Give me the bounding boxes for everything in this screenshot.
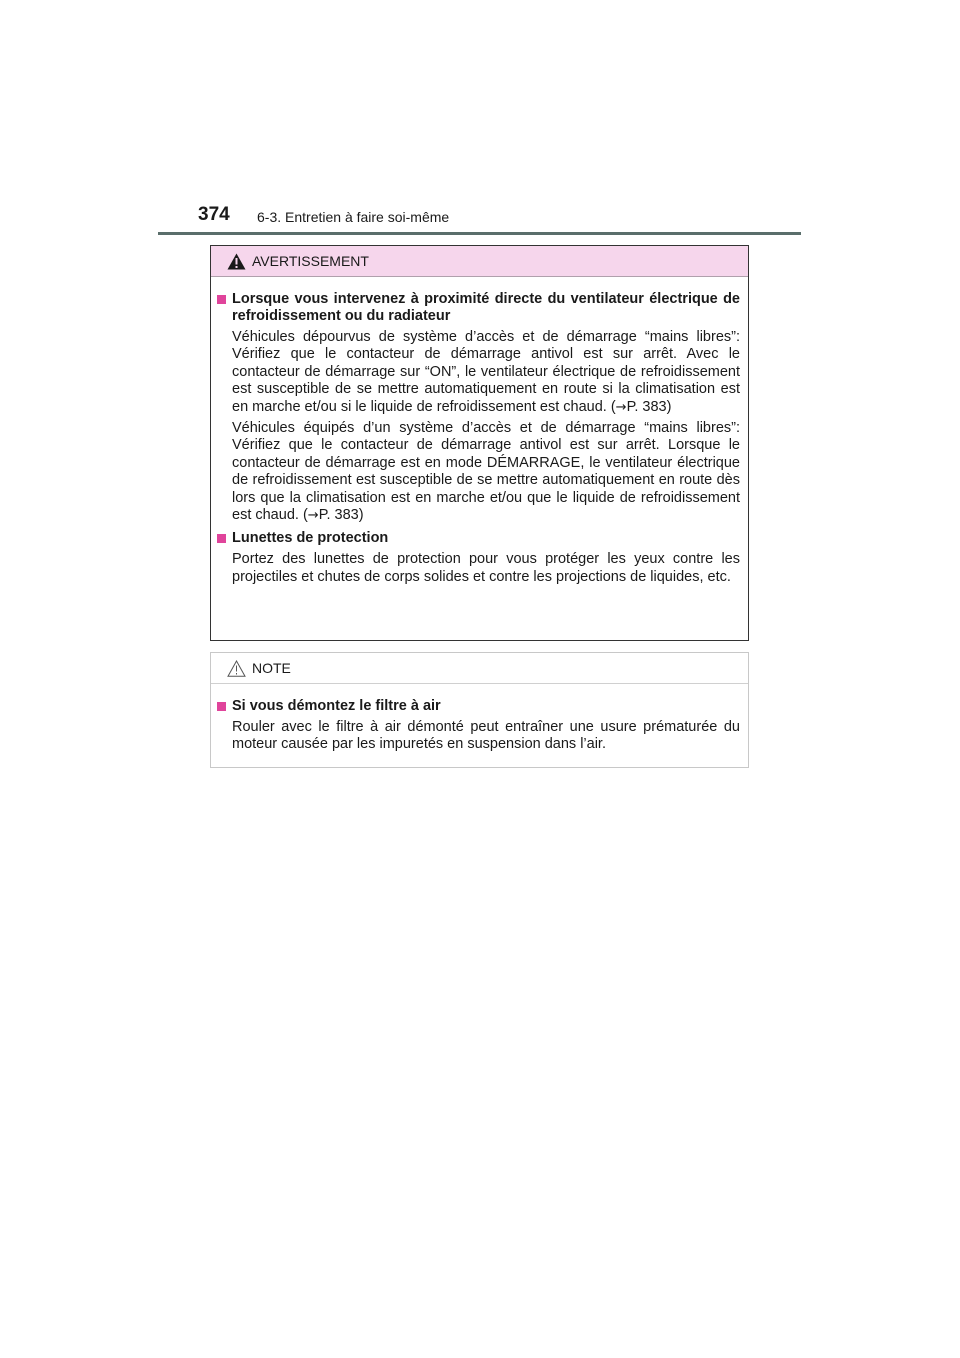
warning-item-title-text: Lunettes de protection [232, 530, 389, 547]
note-paragraph: Rouler avec le filtre à air démonté peut entraîner une usure prématurée du moteur causée par les impuretés en suspension dans l’air. [232, 719, 740, 753]
header-divider [158, 232, 801, 235]
warning-paragraph: Portez des lunettes de protection pour vous protéger les yeux contre les projectiles et chutes de corps solides et contre les projections de liquides, etc. [232, 551, 740, 585]
page-reference: P. 383) [318, 507, 364, 524]
warning-item-title [217, 530, 740, 547]
arrow-right-icon: → [307, 508, 319, 524]
warning-paragraph: Véhicules équipés d’un système d’accès et de démarrage “mains libres”: Vérifiez que le contacteur de démarrage antivol est sur arrêt. Lorsque le contacteur de démarrage est en mode DÉMARRAGE, le ventilateur électrique de refroidissement est susceptible de se mettre automatiquement en route dès lors que la climatisation est en marche et/ou que le liquide de refroidissement est chaud. (→P. 383) [232, 420, 740, 524]
note-body [211, 684, 748, 754]
note-box [210, 652, 749, 768]
warning-item-title-text: Lorsque vous intervenez à proximité directe du ventilateur électrique de refroidissement ou du radiateur [232, 291, 740, 324]
note-item-title [217, 698, 740, 715]
arrow-right-icon: → [615, 399, 627, 415]
warning-label: AVERTISSEMENT [252, 253, 369, 269]
page-number: 374 [198, 204, 230, 225]
note-item-title-text: Si vous démontez le filtre à air [232, 698, 441, 714]
square-bullet-icon [217, 702, 226, 711]
warning-paragraph: Véhicules dépourvus de système d’accès et de démarrage “mains libres”: Vérifiez que le contacteur de démarrage antivol est sur arrêt. Avec le contacteur de démarrage sur “ON”, le ventilateur électrique de refroidissement est susceptible de se mettre automatiquement en route si la climatisation est en marche et/ou si le liquide de refroidissement est chaud. (→P. 383) [232, 329, 740, 415]
warning-header [211, 246, 748, 277]
warning-item-title [217, 291, 740, 325]
note-label: NOTE [252, 660, 291, 676]
caution-triangle-outline-icon [227, 660, 246, 677]
section-title: 6-3. Entretien à faire soi-même [257, 209, 450, 225]
square-bullet-icon [217, 534, 226, 543]
warning-body [211, 277, 748, 586]
page-reference: P. 383) [626, 398, 672, 415]
square-bullet-icon [217, 295, 226, 304]
warning-box [210, 245, 749, 641]
note-header [211, 653, 748, 684]
warning-triangle-filled-icon [227, 253, 246, 270]
